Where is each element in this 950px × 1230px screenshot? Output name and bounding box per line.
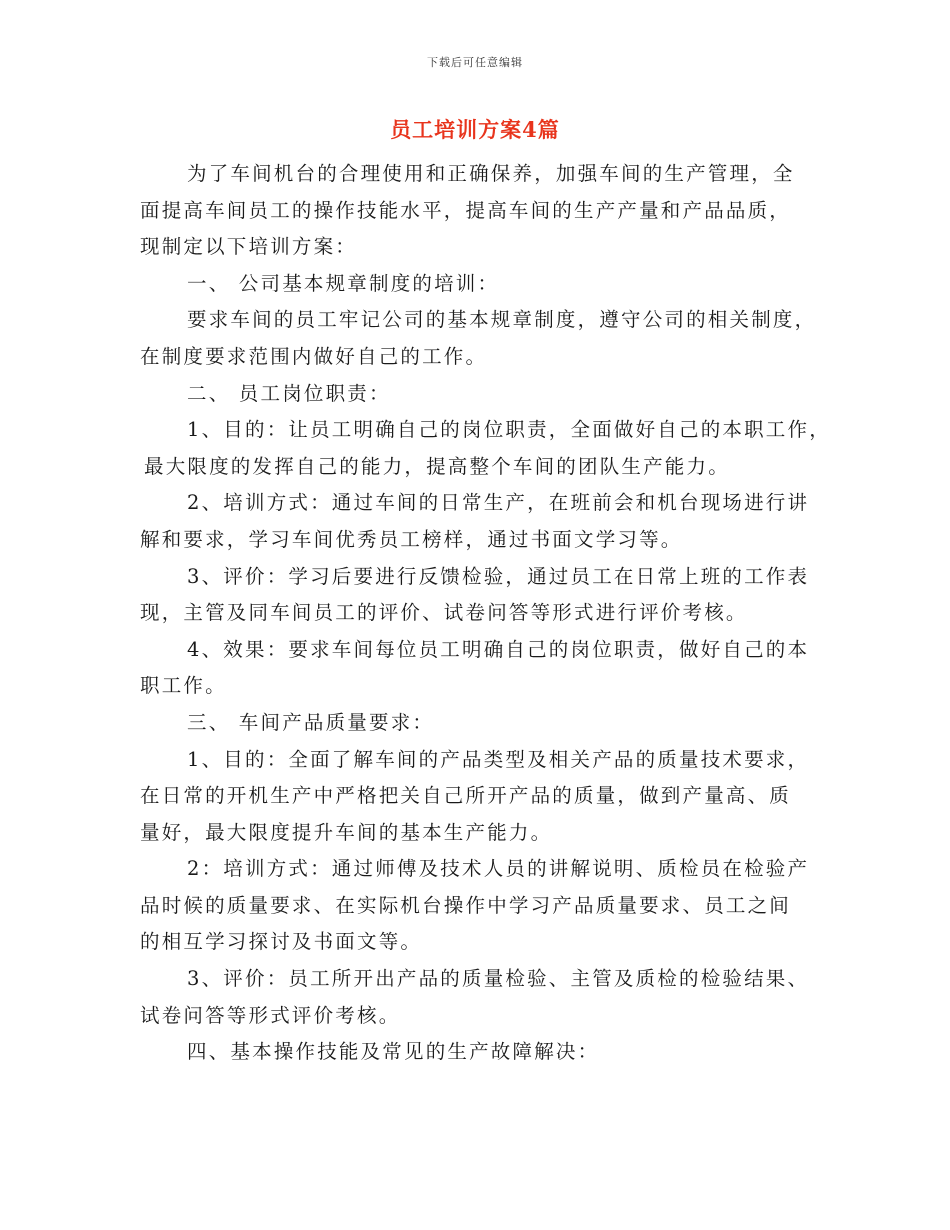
- paragraph-line: 2：培训方式：通过师傅及技术人员的讲解说明、质检员在检验产: [187, 857, 810, 881]
- paragraph-line: 3、评价：员工所开出产品的质量检验、主管及质检的检验结果、: [187, 967, 810, 991]
- document-title: 员工培训方案4篇: [390, 117, 560, 142]
- document-body: [140, 156, 831, 1071]
- paragraph-line: 试卷问答等形式评价考核。: [140, 1003, 401, 1027]
- paragraph-line: 品时候的质量要求、在实际机台操作中学习产品质量要求、员工之间: [140, 893, 792, 917]
- section-heading: 四、基本操作技能及常见的生产故障解决：: [187, 1040, 600, 1064]
- paragraph-line: 2、培训方式：通过车间的日常生产，在班前会和机台现场进行讲: [187, 491, 810, 515]
- paragraph-line: 现制定以下培训方案：: [140, 235, 358, 259]
- paragraph-line: 面提高车间员工的操作技能水平，提高车间的生产产量和产品品质，: [140, 198, 792, 222]
- paragraph-line: 在日常的开机生产中严格把关自己所开产品的质量，做到产量高、质: [140, 784, 792, 808]
- paragraph-line: 1、目的：全面了解车间的产品类型及相关产品的质量技术要求，: [187, 747, 810, 771]
- paragraph-line: 3、评价：学习后要进行反馈检验，通过员工在日常上班的工作表: [187, 564, 810, 588]
- paragraph-line: 1、目的：让员工明确自己的岗位职责，全面做好自己的本职工作，: [187, 418, 831, 442]
- paragraph-line: 最大限度的发挥自己的能力，提高整个车间的团队生产能力。: [144, 454, 730, 478]
- paragraph-line: 4、效果：要求车间每位员工明确自己的岗位职责，做好自己的本: [187, 637, 810, 661]
- section-heading: 三、 车间产品质量要求：: [187, 710, 435, 734]
- paragraph-line: 职工作。: [140, 674, 227, 698]
- section-heading: 一、 公司基本规章制度的培训：: [187, 271, 500, 295]
- paragraph-line: 要求车间的员工牢记公司的基本规章制度，遵守公司的相关制度，: [187, 308, 817, 332]
- section-heading: 二、 员工岗位职责：: [187, 381, 391, 405]
- paragraph-line: 现，主管及同车间员工的评价、试卷问答等形式进行评价考核。: [140, 601, 748, 625]
- paragraph-line: 在制度要求范围内做好自己的工作。: [140, 344, 488, 368]
- paragraph-line: 量好，最大限度提升车间的基本生产能力。: [140, 820, 553, 844]
- paragraph-line: 的相互学习探讨及书面文等。: [140, 930, 423, 954]
- paragraph-line: 解和要求，学习车间优秀员工榜样，通过书面文学习等。: [140, 527, 683, 551]
- paragraph-line: 为了车间机台的合理使用和正确保养，加强车间的生产管理，全: [187, 162, 795, 185]
- header-note: 下载后可任意编辑: [427, 56, 523, 69]
